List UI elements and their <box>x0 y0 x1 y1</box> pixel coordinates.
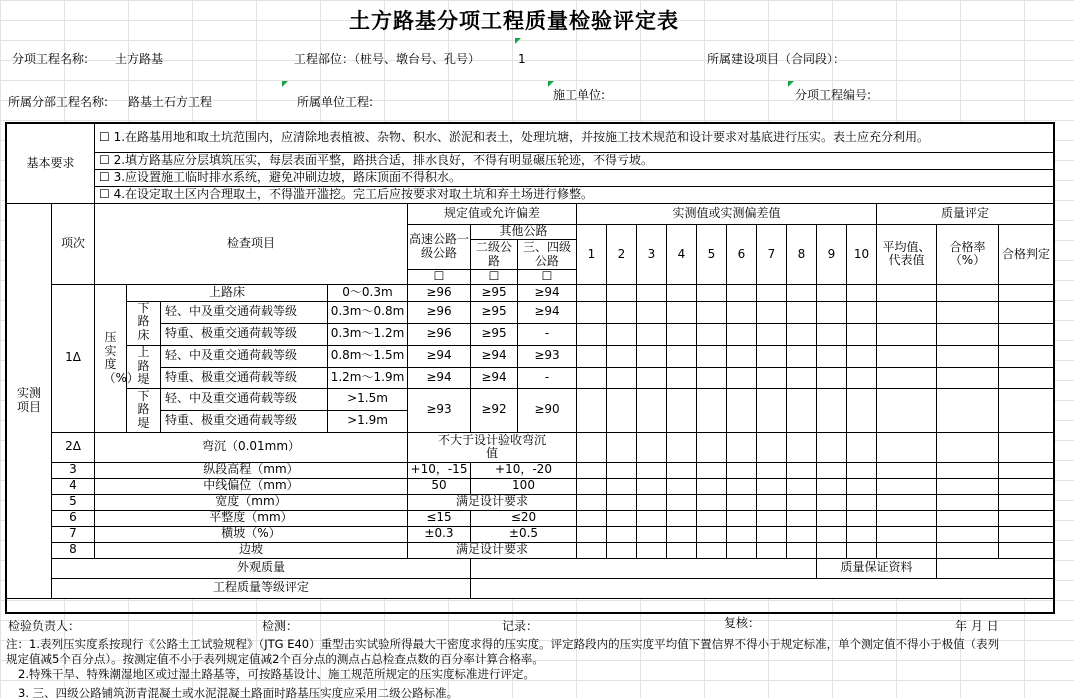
measure-cell[interactable] <box>727 432 757 462</box>
rate-cell[interactable] <box>937 388 999 432</box>
judge-cell[interactable] <box>999 542 1054 558</box>
item-name-value[interactable]: 土方路基 <box>115 52 164 66</box>
traffic-light-label: 轻、中及重交通荷载等级 <box>161 345 328 367</box>
measure-cell[interactable] <box>787 526 817 542</box>
deflection-spec: 不大于设计验收弯沉值 <box>408 432 577 462</box>
measure-cell[interactable] <box>817 478 847 494</box>
measure-cell[interactable] <box>817 367 847 388</box>
rate-cell[interactable] <box>937 526 999 542</box>
measure-cell[interactable] <box>727 478 757 494</box>
row-no-5: 5 <box>52 494 95 510</box>
other-road-header: 其他公路 <box>471 225 577 240</box>
measure-cell[interactable] <box>607 510 637 526</box>
contractor-label: 施工单位: <box>553 88 606 102</box>
measure-cell[interactable] <box>847 542 877 558</box>
measure-cell[interactable] <box>667 345 697 367</box>
measure-cell[interactable] <box>607 301 637 323</box>
basic-req-3[interactable]: ☐ 3.应设置施工临时排水系统，避免冲刷边坡，路床顶面不得积水。 <box>95 170 1054 187</box>
measure-cell[interactable] <box>577 478 607 494</box>
elevation-spec-highway: +10，-15 <box>408 462 471 478</box>
col-6: 6 <box>727 225 757 285</box>
avg-cell[interactable] <box>877 323 937 345</box>
sub-project-value[interactable]: 路基土石方工程 <box>128 95 213 109</box>
measure-cell[interactable] <box>757 494 787 510</box>
width-spec: 满足设计要求 <box>408 494 577 510</box>
centerline-label: 中线偏位（mm） <box>95 478 408 494</box>
measure-cell[interactable] <box>757 284 787 301</box>
avg-cell[interactable] <box>877 388 937 432</box>
col-7: 7 <box>757 225 787 285</box>
measure-cell[interactable] <box>607 462 637 478</box>
measure-cell[interactable] <box>637 432 667 462</box>
measure-cell[interactable] <box>667 510 697 526</box>
rate-cell[interactable] <box>937 323 999 345</box>
measure-cell[interactable] <box>787 478 817 494</box>
measure-cell[interactable] <box>697 284 727 301</box>
compaction-label: 压实度（%） <box>95 284 127 432</box>
spec-highway: ≥96 <box>408 284 471 301</box>
measure-cell[interactable] <box>577 323 607 345</box>
judge-cell[interactable] <box>999 388 1054 432</box>
measure-cell[interactable] <box>787 510 817 526</box>
check-label: 检测： <box>262 619 299 633</box>
measure-cell[interactable] <box>847 301 877 323</box>
measure-cell[interactable] <box>637 284 667 301</box>
measure-cell[interactable] <box>607 284 637 301</box>
avg-cell[interactable] <box>877 367 937 388</box>
measure-cell[interactable] <box>847 526 877 542</box>
sub-project-label: 所属分部工程名称: <box>8 95 109 109</box>
depth-cell: 0.3m～1.2m <box>328 323 408 345</box>
location-label: 工程部位：（桩号、墩台号、孔号） <box>294 52 481 66</box>
measure-cell[interactable] <box>787 542 817 558</box>
measure-cell[interactable] <box>697 388 727 432</box>
elevation-label: 纵段高程（mm） <box>95 462 408 478</box>
avg-cell[interactable] <box>877 301 937 323</box>
crossfall-spec-highway: ±0.3 <box>408 526 471 542</box>
measure-cell[interactable] <box>727 526 757 542</box>
col-3: 3 <box>637 225 667 285</box>
measure-cell[interactable] <box>697 432 727 462</box>
measure-cell[interactable] <box>727 301 757 323</box>
row-no-7: 7 <box>52 526 95 542</box>
measure-cell[interactable] <box>787 462 817 478</box>
lower-emb-label: 下路堤 <box>127 388 161 432</box>
measure-cell[interactable] <box>577 542 607 558</box>
judge-cell[interactable] <box>999 510 1054 526</box>
measure-cell[interactable] <box>847 284 877 301</box>
measure-cell[interactable] <box>847 388 877 432</box>
note-3: 3. 三、四级公路铺筑沥青混凝土或水泥混凝土路面时路基压实度应采用二级公路标准。 <box>18 686 459 700</box>
measure-cell[interactable] <box>637 367 667 388</box>
measure-cell[interactable] <box>697 345 727 367</box>
spec-grade34: ≥94 <box>518 301 577 323</box>
measure-cell[interactable] <box>637 301 667 323</box>
measure-cell[interactable] <box>757 542 787 558</box>
checkbox-highway[interactable]: ☐ <box>408 270 471 285</box>
avg-cell[interactable] <box>877 284 937 301</box>
rate-cell[interactable] <box>937 494 999 510</box>
page-title: 土方路基分项工程质量检验评定表 <box>349 9 679 33</box>
row-no-3: 3 <box>52 462 95 478</box>
col-1: 1 <box>577 225 607 285</box>
lower-bed-label: 下路床 <box>127 301 161 345</box>
upper-emb-label: 上路堤 <box>127 345 161 388</box>
traffic-light-label: 轻、中及重交通荷载等级 <box>161 301 328 323</box>
rate-cell[interactable] <box>937 432 999 462</box>
deflection-label: 弯沉（0.01mm） <box>95 432 408 462</box>
inspection-table <box>6 123 1054 599</box>
comment-marker <box>282 81 288 87</box>
traffic-heavy-label: 特重、极重交通荷载等级 <box>161 367 328 388</box>
crossfall-label: 横坡（%） <box>95 526 408 542</box>
spec-grade34: ≥94 <box>518 284 577 301</box>
row-no-8: 8 <box>52 542 95 558</box>
judge-cell[interactable] <box>999 462 1054 478</box>
col-9: 9 <box>817 225 847 285</box>
rate-cell[interactable] <box>937 345 999 367</box>
measure-cell[interactable] <box>667 478 697 494</box>
measure-cell[interactable] <box>847 494 877 510</box>
measure-cell[interactable] <box>817 301 847 323</box>
avg-cell[interactable] <box>877 526 937 542</box>
measure-cell[interactable] <box>607 526 637 542</box>
measure-cell[interactable] <box>577 367 607 388</box>
measure-cell[interactable] <box>787 367 817 388</box>
measure-cell[interactable] <box>727 462 757 478</box>
review-label: 复核： <box>724 616 761 630</box>
measure-cell[interactable] <box>607 494 637 510</box>
rate-cell[interactable] <box>937 510 999 526</box>
measure-cell[interactable] <box>847 345 877 367</box>
spec-highway: ≥96 <box>408 323 471 345</box>
flatness-spec-other: ≤20 <box>471 510 577 526</box>
spec-grade34: - <box>518 367 577 388</box>
measure-cell[interactable] <box>817 494 847 510</box>
judge-cell[interactable] <box>999 323 1054 345</box>
spec-highway: ≥96 <box>408 301 471 323</box>
rate-cell[interactable] <box>937 462 999 478</box>
measure-cell[interactable] <box>817 542 847 558</box>
qa-docs-label: 质量保证资料 <box>817 558 937 578</box>
measure-cell[interactable] <box>577 494 607 510</box>
measure-cell[interactable] <box>817 388 847 432</box>
measure-cell[interactable] <box>637 323 667 345</box>
measure-cell[interactable] <box>607 367 637 388</box>
measure-cell[interactable] <box>637 388 667 432</box>
measure-cell[interactable] <box>847 478 877 494</box>
spec-grade2: ≥95 <box>471 301 518 323</box>
col-10: 10 <box>847 225 877 285</box>
basic-req-2[interactable]: ☐ 2.填方路基应分层填筑压实，每层表面平整，路拱合适，排水良好，不得有明显碾压轮迹，不得亏坡。 <box>95 153 1054 170</box>
col-4: 4 <box>667 225 697 285</box>
measure-cell[interactable] <box>757 388 787 432</box>
measured-items-label: 实测项目 <box>7 204 52 599</box>
flatness-label: 平整度（mm） <box>95 510 408 526</box>
rate-cell[interactable] <box>937 478 999 494</box>
row-no-1: 1Δ <box>52 284 95 432</box>
note-1-cont: 规定值减5个百分点）。按测定值不小于表列规定值减2个百分点的测点占总检查点数的百分率计算合格率。 <box>6 652 544 666</box>
avg-cell[interactable] <box>877 345 937 367</box>
measure-cell[interactable] <box>637 494 667 510</box>
measure-cell[interactable] <box>787 323 817 345</box>
measure-cell[interactable] <box>577 301 607 323</box>
actual-header: 实测值或实测偏差值 <box>577 204 877 225</box>
qa-docs-value[interactable] <box>937 558 1054 578</box>
measure-cell[interactable] <box>727 367 757 388</box>
measure-cell[interactable] <box>577 526 607 542</box>
centerline-spec-highway: 50 <box>408 478 471 494</box>
centerline-spec-other: 100 <box>471 478 577 494</box>
project-label: 所属建设项目（合同段）： <box>707 52 846 66</box>
col-5: 5 <box>697 225 727 285</box>
traffic-heavy-label: 特重、极重交通荷载等级 <box>161 410 328 432</box>
measure-cell[interactable] <box>817 462 847 478</box>
measure-cell[interactable] <box>607 478 637 494</box>
measure-cell[interactable] <box>787 284 817 301</box>
rate-cell[interactable] <box>937 284 999 301</box>
measure-cell[interactable] <box>667 301 697 323</box>
judge-cell[interactable] <box>999 284 1054 301</box>
spec-grade2: ≥95 <box>471 284 518 301</box>
measure-cell[interactable] <box>757 478 787 494</box>
grade-label: 工程质量等级评定 <box>52 578 471 598</box>
measure-cell[interactable] <box>697 367 727 388</box>
judge-cell[interactable] <box>999 526 1054 542</box>
measure-cell[interactable] <box>817 510 847 526</box>
measure-cell[interactable] <box>817 284 847 301</box>
spec-grade2: ≥94 <box>471 367 518 388</box>
measure-cell[interactable] <box>697 301 727 323</box>
avg-cell[interactable] <box>877 494 937 510</box>
rate-cell[interactable] <box>937 301 999 323</box>
measure-cell[interactable] <box>727 388 757 432</box>
note-1: 注：1.表列压实度系按现行《公路土工试验规程》（JTG E40）重型击实试验所得最大干密度求得的压实度。评定路段内的压实度平均值下置信界不得小于规定标准，单个测定值不得小于极值（表列 <box>6 637 1000 651</box>
rate-header: 合格率（%） <box>937 225 999 285</box>
depth-cell: 0～0.3m <box>328 284 408 301</box>
measure-cell[interactable] <box>847 367 877 388</box>
measure-cell[interactable] <box>847 510 877 526</box>
judge-header: 合格判定 <box>999 225 1054 285</box>
measure-cell[interactable] <box>757 526 787 542</box>
measure-cell[interactable] <box>757 462 787 478</box>
measure-cell[interactable] <box>607 388 637 432</box>
col-no-header: 项次 <box>52 204 95 285</box>
measure-cell[interactable] <box>697 323 727 345</box>
traffic-light-label: 轻、中及重交通荷载等级 <box>161 388 328 410</box>
slope-spec: 满足设计要求 <box>408 542 577 558</box>
measure-cell[interactable] <box>727 284 757 301</box>
depth-cell: 0.3m～0.8m <box>328 301 408 323</box>
measure-cell[interactable] <box>817 526 847 542</box>
elevation-spec-other: +10，-20 <box>471 462 577 478</box>
measure-cell[interactable] <box>817 323 847 345</box>
measure-cell[interactable] <box>697 462 727 478</box>
measure-cell[interactable] <box>667 526 697 542</box>
grade34-header: 三、四级公路 <box>518 240 577 270</box>
grade-value[interactable] <box>471 578 1054 598</box>
depth-cell: 0.8m～1.5m <box>328 345 408 367</box>
location-value[interactable]: 1 <box>518 52 526 66</box>
row-no-2: 2Δ <box>52 432 95 462</box>
basic-req-1[interactable]: ☐ 1.在路基用地和取土坑范围内，应清除地表植被、杂物、积水、淤泥和表土，处理坑塘，并按施工技术规范和设计要求对基底进行压实。表土应充分利用。 <box>95 124 1054 153</box>
measure-cell[interactable] <box>787 388 817 432</box>
measure-cell[interactable] <box>667 323 697 345</box>
date-label: 年 月 日 <box>955 619 999 633</box>
measure-cell[interactable] <box>667 494 697 510</box>
checkbox-grade2[interactable]: ☐ <box>471 270 518 285</box>
record-label: 记录： <box>502 619 539 633</box>
measure-cell[interactable] <box>727 323 757 345</box>
spec-highway: ≥93 <box>408 388 471 432</box>
judge-cell[interactable] <box>999 494 1054 510</box>
item-code-label: 分项工程编号: <box>795 88 872 102</box>
measure-cell[interactable] <box>607 542 637 558</box>
spec-grade2: ≥94 <box>471 345 518 367</box>
rate-cell[interactable] <box>937 542 999 558</box>
item-name-label: 分项工程名称: <box>12 52 89 66</box>
depth-cell: 1.2m～1.9m <box>328 367 408 388</box>
col-2: 2 <box>607 225 637 285</box>
avg-cell[interactable] <box>877 478 937 494</box>
comment-marker <box>788 81 794 87</box>
flatness-spec-highway: ≤15 <box>408 510 471 526</box>
judge-cell[interactable] <box>999 301 1054 323</box>
checkbox-grade34[interactable]: ☐ <box>518 270 577 285</box>
spec-header: 规定值或允许偏差 <box>408 204 577 225</box>
measure-cell[interactable] <box>697 510 727 526</box>
measure-cell[interactable] <box>637 462 667 478</box>
basic-req-label: 基本要求 <box>7 124 95 204</box>
judge-cell[interactable] <box>999 432 1054 462</box>
measure-cell[interactable] <box>757 432 787 462</box>
measure-cell[interactable] <box>847 432 877 462</box>
slope-label: 边坡 <box>95 542 408 558</box>
comment-marker <box>548 81 554 87</box>
measure-cell[interactable] <box>697 526 727 542</box>
quality-header: 质量评定 <box>877 204 1054 225</box>
spec-grade2: ≥95 <box>471 323 518 345</box>
col-8: 8 <box>787 225 817 285</box>
appearance-label: 外观质量 <box>52 558 471 578</box>
avg-cell[interactable] <box>877 432 937 462</box>
grade2-header: 二级公路 <box>471 240 518 270</box>
measure-cell[interactable] <box>727 494 757 510</box>
avg-cell[interactable] <box>877 510 937 526</box>
measure-cell[interactable] <box>667 432 697 462</box>
unit-project-label: 所属单位工程: <box>297 95 374 109</box>
upper-bed-label: 上路床 <box>127 284 328 301</box>
measure-cell[interactable] <box>667 462 697 478</box>
measure-cell[interactable] <box>847 462 877 478</box>
measure-cell[interactable] <box>757 345 787 367</box>
measure-cell[interactable] <box>637 526 667 542</box>
appearance-value[interactable] <box>471 558 817 578</box>
measure-cell[interactable] <box>637 542 667 558</box>
measure-cell[interactable] <box>787 345 817 367</box>
measure-cell[interactable] <box>697 542 727 558</box>
col-item-header: 检查项目 <box>95 204 408 285</box>
row-no-6: 6 <box>52 510 95 526</box>
highway-header: 高速公路一级公路 <box>408 225 471 270</box>
spec-grade34: - <box>518 323 577 345</box>
crossfall-spec-other: ±0.5 <box>471 526 577 542</box>
measure-cell[interactable] <box>787 494 817 510</box>
inspector-label: 检验负责人： <box>8 619 81 633</box>
measure-cell[interactable] <box>847 323 877 345</box>
comment-marker <box>515 38 521 44</box>
note-2: 2.特殊干旱、特殊潮湿地区或过湿土路基等，可按路基设计、施工规范所规定的压实度标准进行评定。 <box>18 667 535 681</box>
measure-cell[interactable] <box>607 323 637 345</box>
spec-highway: ≥94 <box>408 345 471 367</box>
basic-req-4[interactable]: ☐ 4.在设定取土区内合理取土，不得滥开滥挖。完工后应按要求对取土坑和弃土场进行修整。 <box>95 187 1054 204</box>
measure-cell[interactable] <box>577 432 607 462</box>
measure-cell[interactable] <box>727 345 757 367</box>
measure-cell[interactable] <box>607 345 637 367</box>
measure-cell[interactable] <box>697 494 727 510</box>
judge-cell[interactable] <box>999 478 1054 494</box>
depth-cell: >1.9m <box>328 410 408 432</box>
avg-cell[interactable] <box>877 462 937 478</box>
measure-cell[interactable] <box>637 510 667 526</box>
judge-cell[interactable] <box>999 367 1054 388</box>
rate-cell[interactable] <box>937 367 999 388</box>
measure-cell[interactable] <box>667 367 697 388</box>
measure-cell[interactable] <box>577 284 607 301</box>
spec-grade34: ≥90 <box>518 388 577 432</box>
measure-cell[interactable] <box>757 323 787 345</box>
measure-cell[interactable] <box>757 301 787 323</box>
measure-cell[interactable] <box>757 510 787 526</box>
measure-cell[interactable] <box>787 301 817 323</box>
spec-grade2: ≥92 <box>471 388 518 432</box>
traffic-heavy-label: 特重、极重交通荷载等级 <box>161 323 328 345</box>
width-label: 宽度（mm） <box>95 494 408 510</box>
measure-cell[interactable] <box>667 542 697 558</box>
measure-cell[interactable] <box>817 345 847 367</box>
measure-cell[interactable] <box>637 478 667 494</box>
measure-cell[interactable] <box>577 510 607 526</box>
spec-grade34: ≥93 <box>518 345 577 367</box>
measure-cell[interactable] <box>757 367 787 388</box>
measure-cell[interactable] <box>787 432 817 462</box>
measure-cell[interactable] <box>667 388 697 432</box>
measure-cell[interactable] <box>727 510 757 526</box>
measure-cell[interactable] <box>817 432 847 462</box>
measure-cell[interactable] <box>637 345 667 367</box>
measure-cell[interactable] <box>667 284 697 301</box>
measure-cell[interactable] <box>727 542 757 558</box>
avg-cell[interactable] <box>877 542 937 558</box>
measure-cell[interactable] <box>607 432 637 462</box>
depth-cell: >1.5m <box>328 388 408 410</box>
measure-cell[interactable] <box>577 462 607 478</box>
spec-highway: ≥94 <box>408 367 471 388</box>
judge-cell[interactable] <box>999 345 1054 367</box>
row-no-4: 4 <box>52 478 95 494</box>
avg-header: 平均值、代表值 <box>877 225 937 285</box>
measure-cell[interactable] <box>577 388 607 432</box>
measure-cell[interactable] <box>577 345 607 367</box>
measure-cell[interactable] <box>697 478 727 494</box>
